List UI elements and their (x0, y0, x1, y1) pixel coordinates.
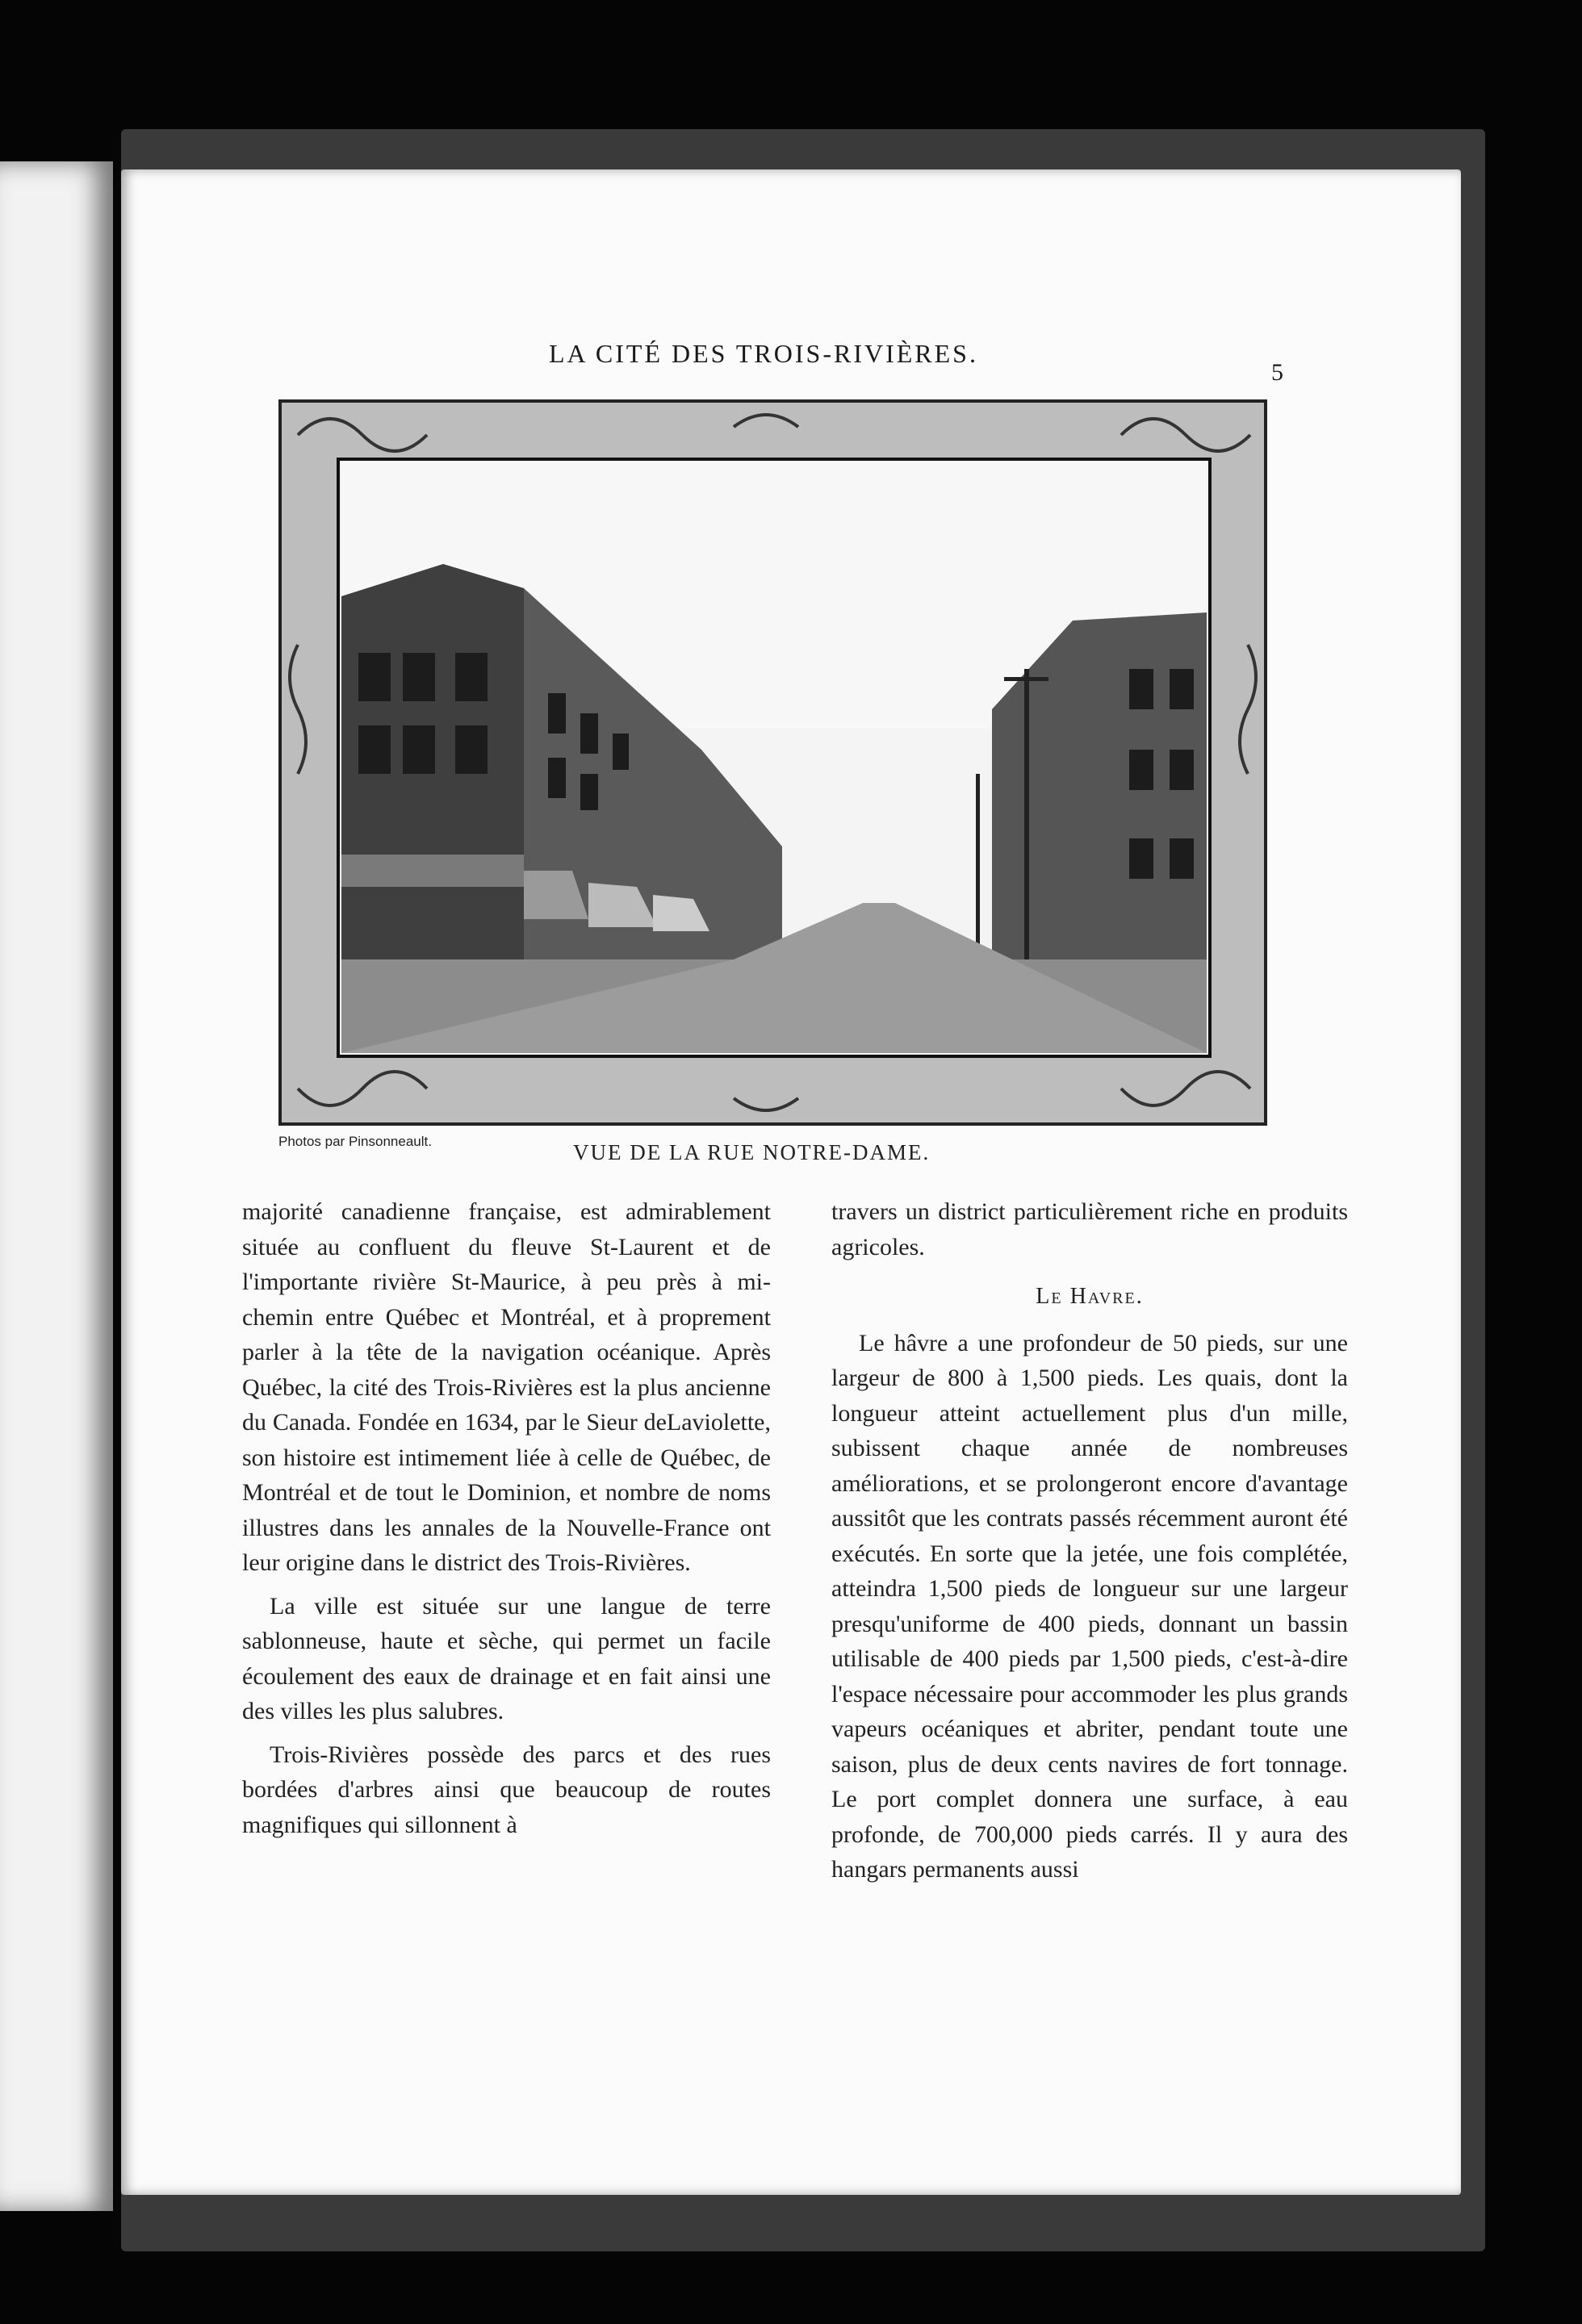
paragraph: La ville est située sur une langue de terre sablonneuse, haute et sèche, qui permet un facile écoulement des eaux de drainage et en fait ainsi une des villes les plus salubres. (242, 1592, 771, 1724)
paragraph: travers un district particulièrement riche en produits agricoles. (831, 1198, 1348, 1260)
text-column-right (831, 1194, 1348, 1896)
running-title: LA CITÉ DES TROIS-RIVIÈRES. (549, 339, 978, 368)
section-heading: Le Havre. (1036, 1284, 1144, 1309)
text-column-left (242, 1194, 771, 1850)
paragraph: majorité canadienne française, est admirablement située au confluent du fleuve St-Laurent et de l'importante rivière St-Maurice, à peu près à mi-chemin entre Québec et Montréal, et à proprement parler à la tête de la navigation océanique. Après Québec, la cité des Trois-Rivières est la plus ancienne du Canada. Fondée en 1634, par le Sieur deLaviolette, son histoire est intimement liée à celle de Québec, de Montréal et de tout le Dominion, et nombre de noms illustres dans les annales de la Nouvelle-France ont leur origine dans le district des Trois-Rivières. (242, 1198, 771, 1576)
street-photograph (278, 399, 1267, 1126)
photo-caption: VUE DE LA RUE NOTRE-DAME. (573, 1140, 931, 1164)
paragraph: Le hâvre a une profondeur de 50 pieds, sur une largeur de 800 à 1,500 pieds. Les quais, dont la longueur atteint actuellement plus d'un mille, subissent chaque année de nombreuses améliorations, et se prolongeront encore d'avantage aussitôt que les contrats passés récemment auront été exécutés. En sorte que la jetée, une fois complétée, atteindra 1,500 pieds de longueur sur une largeur presqu'uniforme de 400 pieds, donnant un bassin utilisable de 400 pieds par 1,500 pieds, c'est-à-dire l'espace nécessaire pour accommoder les plus grands vapeurs océaniques et abriter, pendant toute une saison, plus de deux cents navires de fort tonnage. Le port complet donnera une surface, à eau profonde, de 700,000 pieds carrés. Il y aura des hangars permanents aussi (831, 1329, 1348, 1883)
photo-illustration (282, 403, 1264, 1122)
book-page (121, 169, 1461, 2195)
photo-credit: Photos par Pinsonneault. (278, 1134, 432, 1149)
paragraph: Trois-Rivières possède des parcs et des rues bordées d'arbres ainsi que beaucoup de routes magnifiques qui sillonnent à (242, 1741, 771, 1838)
page-number: 5 (1271, 359, 1283, 386)
left-page-edge (0, 161, 113, 2211)
